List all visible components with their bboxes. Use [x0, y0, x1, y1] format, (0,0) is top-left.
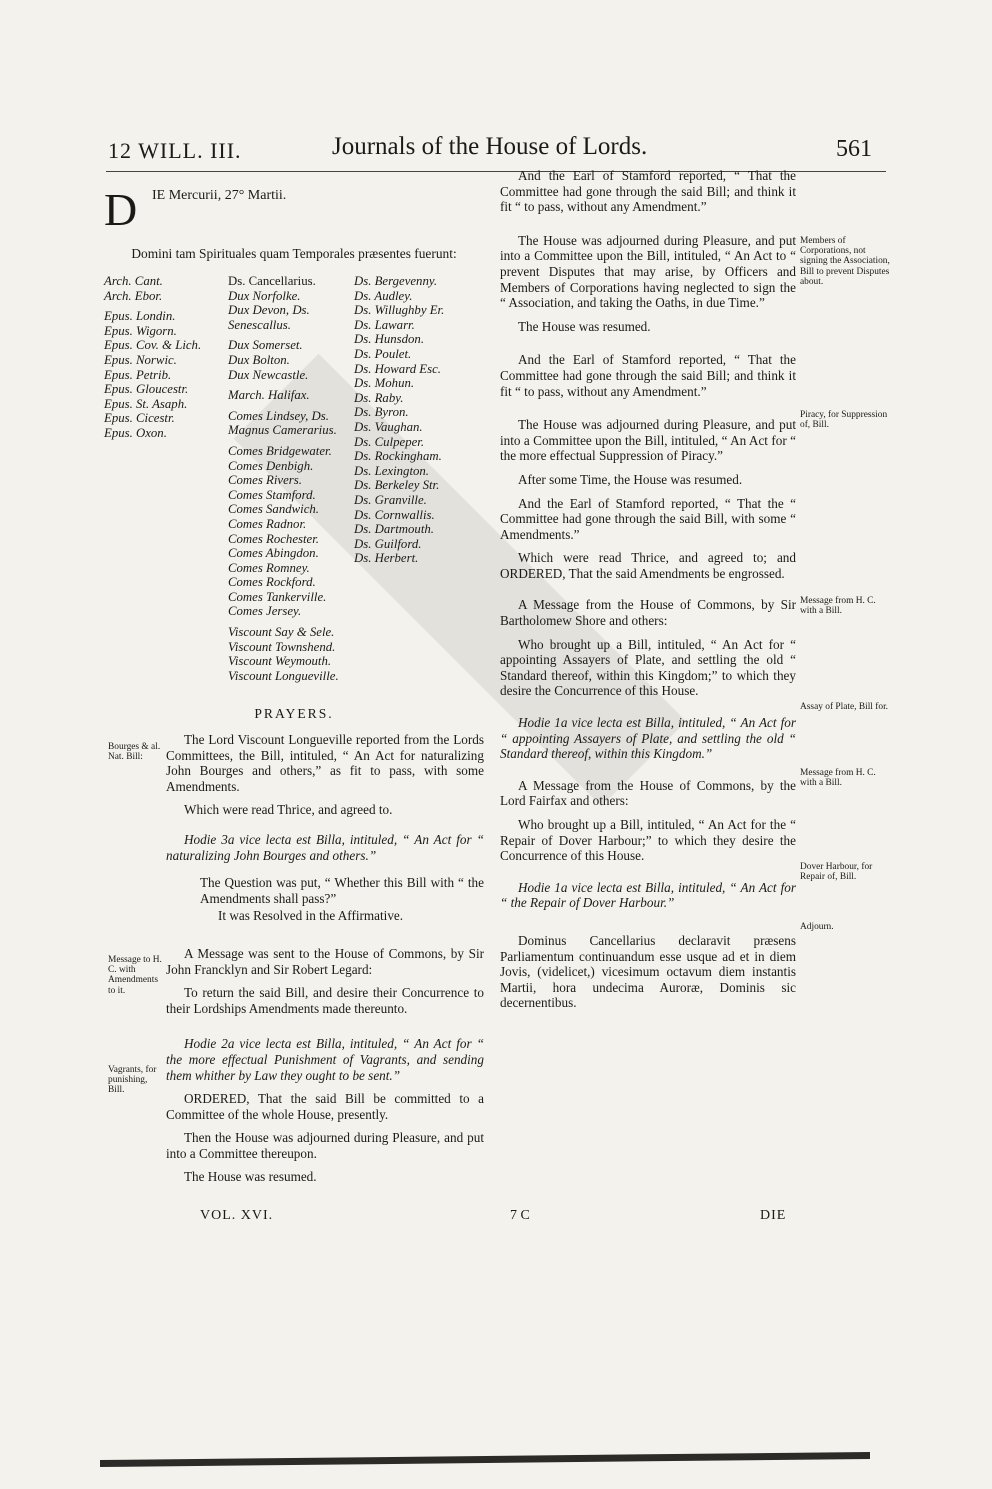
paragraph: The House was adjourned during Pleasure, and put into a Committee upon the Bill, intituled, “ An Act for “ the more effectual Suppression of Piracy.”	[500, 417, 796, 464]
paragraph: And the Earl of Stamford reported, “ That the Committee had gone through the said Bill; and think it fit “ to pass, without any Amendment.”	[500, 168, 796, 215]
paragraph: The House was adjourned during Pleasure, and put into a Committee upon the Bill, intituled, “ An Act to “ prevent Disputes that may arise, by Officers and Members of Corporations having neglected to sign the “ Association, and taking the Oaths, in due Time.”	[500, 232, 796, 311]
paragraph: A Message was sent to the House of Commons, by Sir John Francklyn and Sir Robert Legard:	[166, 945, 484, 977]
roll-entry: Ds. Hunsdon.	[354, 332, 425, 347]
paragraph: The Lord Viscount Longueville reported from the Lords Committees, the Bill, intituled, “ An Act for naturalizing John Bourges and others,” as fit to pass, with some Amendments.	[166, 732, 484, 794]
roll-entry: Ds. Poulet.	[354, 346, 412, 361]
roll-entry: Comes Stamford.	[228, 487, 316, 502]
roll-entry: Viscount Say & Sele.	[228, 625, 335, 640]
roll-entry: Ds. Lexington.	[354, 463, 430, 478]
roll-entry: Dux Somerset.	[228, 338, 303, 353]
roll-entry: Epus. Oxon.	[104, 425, 167, 440]
header-title: Journals of the House of Lords.	[332, 133, 648, 160]
roll-entry: Epus. Petrib.	[104, 367, 172, 382]
paragraph: A Message from the House of Commons, by Sir Bartholomew Shore and others:	[500, 597, 796, 629]
roll-entry: Viscount Townshend.	[228, 639, 336, 654]
prayers-heading: PRAYERS.	[254, 706, 334, 721]
drop-cap: D	[104, 184, 138, 235]
roll-entry: Epus. Cov. & Lich.	[104, 338, 202, 353]
roll-entry: Ds. Byron.	[354, 405, 409, 420]
date-heading	[104, 178, 484, 235]
roll-column-temporal-1	[228, 274, 354, 683]
roll-entry: Epus. Cicestr.	[104, 411, 175, 426]
roll-entry: Ds. Culpeper.	[354, 434, 425, 449]
page-edge-shadow	[100, 1452, 870, 1467]
roll-entry: Arch. Cant.	[104, 274, 163, 288]
paragraph: Hodie 1a vice lecta est Billa, intituled, “ An Act for “ appointing Assayers of Plate, and settling the old “ Standard thereof, within this Kingdom.”	[500, 715, 796, 762]
roll-entry: Comes Radnor.	[228, 516, 307, 531]
roll-entry: Viscount Weymouth.	[228, 654, 332, 669]
date-text: IE Mercurii, 27° Martii.	[152, 188, 287, 203]
paragraph: Who brought up a Bill, intituled, “ An Act for “ appointing Assayers of Plate, and settling the old “ Standard thereof, within this Kingdom;” to which they desire the Concurrence of this House.	[500, 636, 796, 699]
roll-entry: Dux Newcastle.	[228, 367, 309, 382]
paragraph: Which were read Thrice, and agreed to; and ORDERED, That the said Amendments be engrossed.	[500, 550, 796, 581]
right-column	[500, 168, 796, 1019]
paragraph: And the Earl of Stamford reported, “ That the “ Committee had gone through the said Bill, with some “ Amendments.”	[500, 495, 796, 542]
page-number: 561	[836, 136, 872, 162]
header-regnal-year: 12 WILL. III.	[108, 138, 242, 163]
paragraph: Hodie 2a vice lecta est Billa, intituled, “ An Act for “ the more effectual Punishment of Vagrants, and sending them whither by Law they ought to be sent.”	[166, 1036, 484, 1083]
roll-entry: Ds. Rockingham.	[354, 449, 442, 464]
roll-entry: Ds. Herbert.	[354, 551, 419, 566]
roll-entry: Comes Jersey.	[228, 604, 302, 619]
paragraph: It was Resolved in the Affirmative.	[218, 908, 404, 924]
roll-entry: Comes Bridgewater.	[228, 443, 332, 458]
margin-note: Message from H. C. with a Bill.	[800, 596, 876, 617]
margin-note: Assay of Plate, Bill for.	[800, 702, 889, 712]
margin-note: Members of Corporations, not signing the Association, Bill to prevent Disputes about.	[800, 236, 890, 287]
roll-entry: Comes Abingdon.	[228, 546, 319, 561]
roll-entry: Comes Sandwich.	[228, 502, 319, 517]
roll-entry: Ds. Mohun.	[354, 376, 415, 391]
paragraph: Dominus Cancellarius declaravit præsens Parliamentum continuandum esse usque ad et in diem Jovis, (videlicet,) vicesimum octavum diem instantis Martii, hora undecima Auroræ, Dominis sic decernentibus.	[500, 932, 796, 1011]
roll-entry: Epus. Londin.	[104, 309, 176, 324]
paragraph: The House was resumed.	[184, 1169, 317, 1185]
margin-note: Piracy, for Suppression of, Bill.	[800, 410, 888, 431]
paragraph: A Message from the House of Commons, by the Lord Fairfax and others:	[500, 777, 796, 809]
roll-entry: Comes Rockford.	[228, 575, 316, 590]
roll-entry: Ds. Berkeley Str.	[354, 478, 440, 493]
roll-column-temporal-2	[354, 274, 484, 566]
domini-heading: Domini tam Spirituales quam Temporales præsentes fuerunt:	[131, 246, 457, 261]
roll-entry: Ds. Audley.	[354, 288, 413, 303]
roll-column-spiritual	[104, 274, 222, 441]
roll-entry: Comes Lindsey, Ds. Magnus Camerarius.	[228, 408, 337, 438]
paragraph: Then the House was adjourned during Pleasure, and put into a Committee thereupon.	[166, 1130, 484, 1161]
margin-note: Message to H. C. with Amendments to it.	[108, 955, 162, 996]
roll-entry: Epus. Norwic.	[104, 352, 177, 367]
paragraph: Hodie 1a vice lecta est Billa, intituled, “ An Act for “ the Repair of Dover Harbour.”	[500, 879, 796, 911]
paragraph: ORDERED, That the said Bill be committed to a Committee of the whole House, presently.	[166, 1091, 484, 1122]
margin-note: Bourges & al. Nat. Bill:	[108, 742, 161, 763]
roll-entry: Ds. Howard Esc.	[354, 361, 441, 376]
roll-entry: Comes Rochester.	[228, 531, 319, 546]
roll-entry: Ds. Vaughan.	[354, 419, 423, 434]
attendance-roll	[104, 274, 484, 694]
catchword: DIE	[760, 1208, 787, 1223]
roll-entry: Ds. Lawarr.	[354, 317, 415, 332]
roll-entry: Arch. Ebor.	[104, 288, 163, 303]
roll-entry: March. Halifax.	[228, 388, 310, 403]
roll-entry: Epus. Wigorn.	[104, 323, 177, 338]
roll-entry: Comes Tankerville.	[228, 589, 327, 604]
roll-entry: Ds. Willughby Er.	[354, 303, 445, 318]
paragraph: The Question was put, “ Whether this Bill with “ the Amendments shall pass?”	[200, 875, 484, 906]
paragraph: And the Earl of Stamford reported, “ That the Committee had gone through the said Bill; and think it fit “ to pass, without any Amendment.”	[500, 352, 796, 399]
roll-entry: Epus. Gloucestr.	[104, 382, 189, 397]
volume-mark: VOL. XVI.	[200, 1208, 274, 1223]
roll-entry: Ds. Guilford.	[354, 536, 422, 551]
roll-entry: Dux Devon, Ds. Senescallus.	[228, 303, 310, 332]
paragraph: The House was resumed.	[518, 318, 651, 334]
roll-entry: Ds. Bergevenny.	[354, 274, 438, 288]
roll-entry: Dux Norfolke.	[228, 288, 301, 303]
roll-entry: Ds. Dartmouth.	[354, 522, 434, 537]
roll-entry: Ds. Granville.	[354, 492, 427, 507]
roll-entry: Comes Rivers.	[228, 473, 302, 488]
roll-entry: Epus. St. Asaph.	[104, 396, 188, 411]
signature-mark: 7 C	[510, 1208, 530, 1223]
roll-entry: Comes Romney.	[228, 560, 310, 575]
roll-entry: Ds. Raby.	[354, 390, 404, 405]
left-column	[104, 178, 484, 1193]
roll-entry: Viscount Longueville.	[228, 668, 339, 683]
paragraph: To return the said Bill, and desire their Concurrence to their Lordships Amendments made thereunto.	[166, 985, 484, 1016]
paragraph: After some Time, the House was resumed.	[518, 471, 743, 487]
roll-entry: Ds. Cancellarius.	[228, 274, 316, 288]
margin-note: Message from H. C. with a Bill.	[800, 768, 876, 789]
roll-entry: Comes Denbigh.	[228, 458, 314, 473]
paragraph: Who brought up a Bill, intituled, “ An Act for the “ Repair of Dover Harbour;” to which they desire the Concurrence of this House.	[500, 817, 796, 864]
margin-note: Dover Harbour, for Repair of, Bill.	[800, 862, 873, 883]
paragraph: Hodie 3a vice lecta est Billa, intituled, “ An Act for “ naturalizing John Bourges and others.”	[166, 831, 484, 863]
roll-entry: Dux Bolton.	[228, 352, 290, 367]
roll-entry: Ds. Cornwallis.	[354, 507, 435, 522]
paragraph: Which were read Thrice, and agreed to.	[184, 802, 393, 818]
margin-note: Vagrants, for punishing, Bill.	[108, 1065, 157, 1096]
margin-note: Adjourn.	[800, 922, 834, 932]
